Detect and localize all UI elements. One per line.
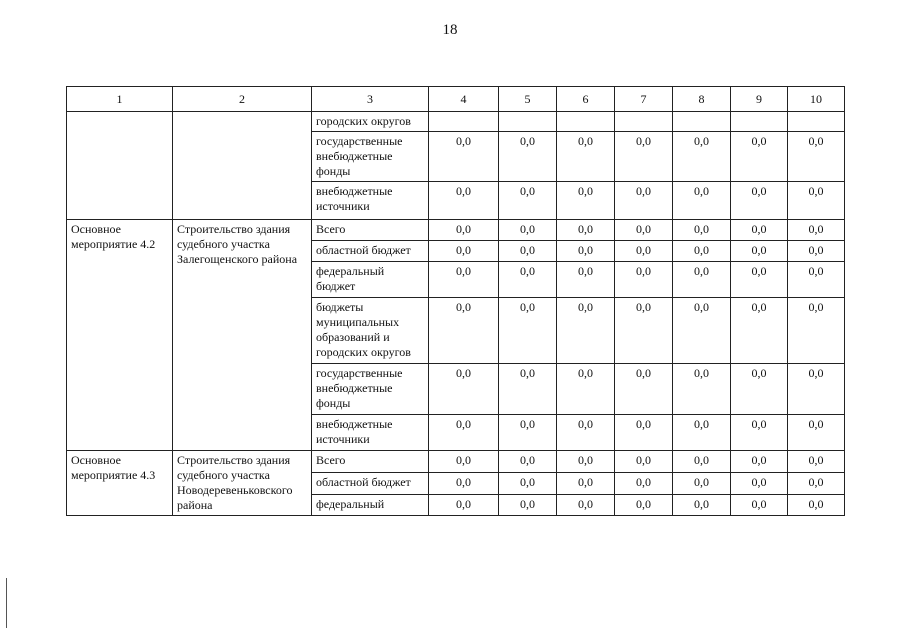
value-cell: 0,0	[673, 132, 731, 182]
value-cell: 0,0	[615, 415, 673, 451]
value-cell: 0,0	[673, 241, 731, 262]
value-cell: 0,0	[429, 451, 499, 473]
value-cell: 0,0	[673, 495, 731, 516]
value-cell: 0,0	[788, 132, 845, 182]
activity-cell: Основное мероприятие 4.2	[67, 220, 173, 451]
value-cell: 0,0	[557, 262, 615, 298]
funding-source-cell: бюджеты муниципальных образований и городских округов	[312, 298, 429, 364]
value-cell: 0,0	[557, 473, 615, 495]
value-cell: 0,0	[731, 132, 788, 182]
value-cell: 0,0	[673, 220, 731, 241]
value-cell: 0,0	[499, 298, 557, 364]
column-header-9: 9	[731, 87, 788, 112]
funding-source-cell: Всего	[312, 451, 429, 473]
column-header-3: 3	[312, 87, 429, 112]
value-cell: 0,0	[673, 298, 731, 364]
value-cell: 0,0	[731, 262, 788, 298]
value-cell: 0,0	[499, 220, 557, 241]
funding-source-cell: федеральный	[312, 495, 429, 516]
value-cell: 0,0	[731, 495, 788, 516]
description-cell: Строительство здания судебного участка Новодеревеньковского района	[173, 451, 312, 516]
value-cell: 0,0	[499, 415, 557, 451]
value-cell: 0,0	[788, 220, 845, 241]
table-row	[67, 451, 845, 473]
value-cell: 0,0	[731, 415, 788, 451]
value-cell: 0,0	[788, 495, 845, 516]
funding-source-cell: областной бюджет	[312, 473, 429, 495]
value-cell: 0,0	[499, 241, 557, 262]
value-cell: 0,0	[557, 298, 615, 364]
funding-source-cell: городских округов	[312, 112, 429, 132]
value-cell: 0,0	[557, 364, 615, 415]
column-header-10: 10	[788, 87, 845, 112]
value-cell	[788, 112, 845, 132]
value-cell: 0,0	[429, 415, 499, 451]
value-cell: 0,0	[557, 241, 615, 262]
value-cell: 0,0	[731, 364, 788, 415]
value-cell	[499, 112, 557, 132]
funding-source-cell: государственные внебюджетные фонды	[312, 132, 429, 182]
value-cell: 0,0	[499, 473, 557, 495]
value-cell: 0,0	[615, 473, 673, 495]
column-header-7: 7	[615, 87, 673, 112]
funding-source-cell: внебюджетные источники	[312, 182, 429, 220]
value-cell: 0,0	[615, 241, 673, 262]
value-cell: 0,0	[499, 132, 557, 182]
value-cell: 0,0	[499, 262, 557, 298]
value-cell: 0,0	[673, 262, 731, 298]
value-cell: 0,0	[557, 132, 615, 182]
value-cell: 0,0	[615, 298, 673, 364]
value-cell: 0,0	[788, 262, 845, 298]
value-cell: 0,0	[557, 182, 615, 220]
value-cell: 0,0	[731, 451, 788, 473]
table-row	[67, 112, 845, 132]
column-header-4: 4	[429, 87, 499, 112]
value-cell: 0,0	[429, 182, 499, 220]
value-cell: 0,0	[429, 473, 499, 495]
value-cell: 0,0	[557, 220, 615, 241]
value-cell: 0,0	[429, 298, 499, 364]
scan-edge-mark	[6, 578, 7, 628]
description-cell	[173, 112, 312, 220]
value-cell: 0,0	[731, 473, 788, 495]
value-cell: 0,0	[499, 364, 557, 415]
column-header-5: 5	[499, 87, 557, 112]
value-cell: 0,0	[615, 132, 673, 182]
header-row	[67, 87, 845, 112]
value-cell: 0,0	[788, 298, 845, 364]
value-cell: 0,0	[429, 132, 499, 182]
funding-source-cell: Всего	[312, 220, 429, 241]
value-cell: 0,0	[673, 415, 731, 451]
value-cell: 0,0	[788, 241, 845, 262]
value-cell: 0,0	[731, 241, 788, 262]
page-number: 18	[442, 22, 458, 38]
value-cell: 0,0	[615, 364, 673, 415]
value-cell: 0,0	[557, 495, 615, 516]
value-cell: 0,0	[615, 451, 673, 473]
value-cell: 0,0	[615, 262, 673, 298]
column-header-8: 8	[673, 87, 731, 112]
funding-source-cell: федеральный бюджет	[312, 262, 429, 298]
description-cell: Строительство здания судебного участка Залегощенского района	[173, 220, 312, 451]
value-cell	[615, 112, 673, 132]
value-cell: 0,0	[673, 473, 731, 495]
value-cell: 0,0	[499, 451, 557, 473]
funding-source-cell: государственные внебюджетные фонды	[312, 364, 429, 415]
activity-cell	[67, 112, 173, 220]
value-cell: 0,0	[557, 451, 615, 473]
value-cell: 0,0	[788, 415, 845, 451]
value-cell: 0,0	[429, 262, 499, 298]
value-cell: 0,0	[788, 182, 845, 220]
funding-source-cell: внебюджетные источники	[312, 415, 429, 451]
value-cell: 0,0	[429, 364, 499, 415]
table-body	[67, 112, 845, 516]
activity-cell: Основное мероприятие 4.3	[67, 451, 173, 516]
table-row	[67, 220, 845, 241]
value-cell: 0,0	[731, 182, 788, 220]
value-cell: 0,0	[731, 298, 788, 364]
value-cell: 0,0	[557, 415, 615, 451]
value-cell: 0,0	[499, 182, 557, 220]
budget-table	[66, 86, 845, 516]
value-cell: 0,0	[788, 451, 845, 473]
value-cell	[673, 112, 731, 132]
value-cell: 0,0	[499, 495, 557, 516]
value-cell	[429, 112, 499, 132]
value-cell: 0,0	[615, 182, 673, 220]
value-cell	[557, 112, 615, 132]
column-header-2: 2	[173, 87, 312, 112]
value-cell: 0,0	[429, 220, 499, 241]
value-cell: 0,0	[673, 451, 731, 473]
value-cell: 0,0	[788, 473, 845, 495]
value-cell: 0,0	[615, 220, 673, 241]
column-header-1: 1	[67, 87, 173, 112]
value-cell: 0,0	[429, 495, 499, 516]
value-cell: 0,0	[429, 241, 499, 262]
value-cell: 0,0	[731, 220, 788, 241]
value-cell: 0,0	[615, 495, 673, 516]
funding-source-cell: областной бюджет	[312, 241, 429, 262]
value-cell: 0,0	[788, 364, 845, 415]
value-cell	[731, 112, 788, 132]
value-cell: 0,0	[673, 182, 731, 220]
value-cell: 0,0	[673, 364, 731, 415]
column-header-6: 6	[557, 87, 615, 112]
